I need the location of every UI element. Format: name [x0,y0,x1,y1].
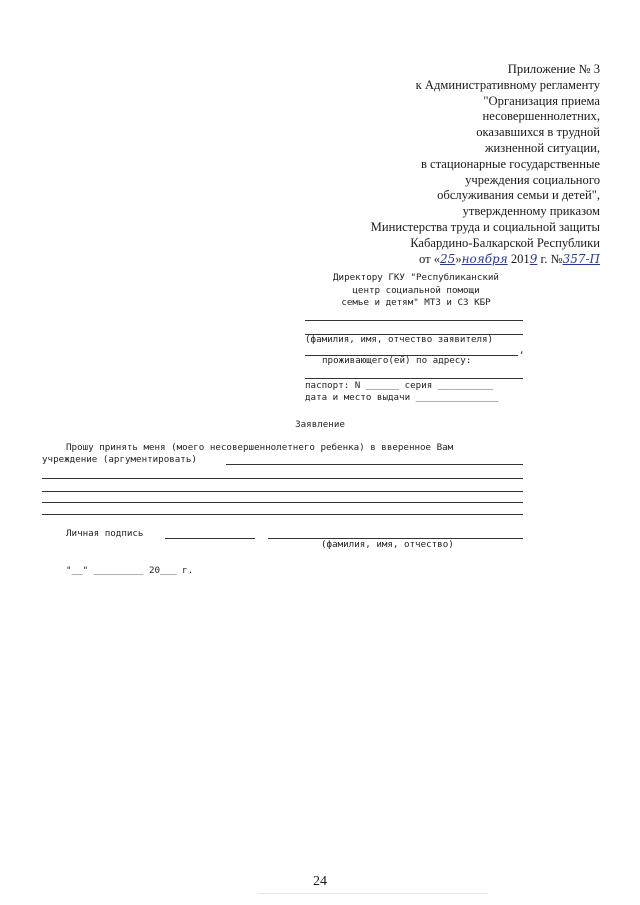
date-year-prefix: 201 [510,251,530,266]
date-year-suffix: г. № [537,251,563,266]
applicant-blank-line[interactable] [305,320,523,321]
appendix-line: обслуживания семьи и детей", [437,188,600,203]
appendix-line: Приложение № 3 [507,62,600,76]
date-mid: » [455,251,462,266]
appendix-line: "Организация приема [483,93,600,108]
reason-line[interactable] [42,514,523,515]
appendix-line: несовершеннолетних, [482,109,600,124]
address-caption: проживающего(ей) по адресу: [322,355,472,366]
comma: , [519,345,525,356]
reason-field[interactable] [226,464,523,465]
address-field[interactable] [305,378,523,379]
appendix-line: в стационарные государственные [420,156,600,171]
handwritten-day: 25 [440,251,456,266]
order-date-line [300,252,600,268]
reason-line[interactable] [42,478,523,479]
addressee-block [305,272,527,310]
reason-line[interactable] [42,491,523,492]
date-prefix: от « [418,251,441,266]
statement-line-2: учреждение (аргументировать) [42,454,197,465]
handwritten-year-digit: 9 [529,251,538,266]
scan-artifact-line [258,893,488,894]
application-date: "__" _________ 20___ г. [66,565,194,576]
appendix-line: Министерства труда и социальной защиты [370,219,600,234]
handwritten-month: ноября [461,251,508,266]
appendix-line: утвержденному приказом [462,204,600,219]
signature-caption: (фамилия, имя, отчество) [321,539,454,550]
reason-line[interactable] [42,502,523,503]
statement-line-1: Прошу принять меня (моего несовершеннолетнего ребенка) в вверенное Вам [66,442,454,453]
appendix-line: жизненной ситуации, [484,140,600,155]
passport-label: паспорт: N ______ серия __________ [305,380,494,391]
signature-field[interactable] [165,538,255,539]
handwritten-order-number: 357-П [562,251,600,266]
addressee-line: семье и детям" МТЗ и СЗ КБР [341,297,491,308]
applicant-name-caption: (фамилия, имя, отчество заявителя) [305,334,494,345]
appendix-line: учреждения социального [465,172,600,187]
appendix-line: Кабардино-Балкарской Республики [410,235,600,250]
addressee-line: Директору ГКУ "Республиканский [333,272,499,283]
appendix-line: оказавшихся в трудной [476,125,600,140]
issue-label: дата и место выдачи _______________ [305,392,499,403]
appendix-header [300,62,600,267]
page-number: 24 [313,874,327,889]
signature-label: Личная подпись [66,528,144,539]
statement-title: Заявление [295,419,345,430]
appendix-line: к Административному регламенту [415,77,600,92]
addressee-line: центр социальной помощи [352,284,480,296]
